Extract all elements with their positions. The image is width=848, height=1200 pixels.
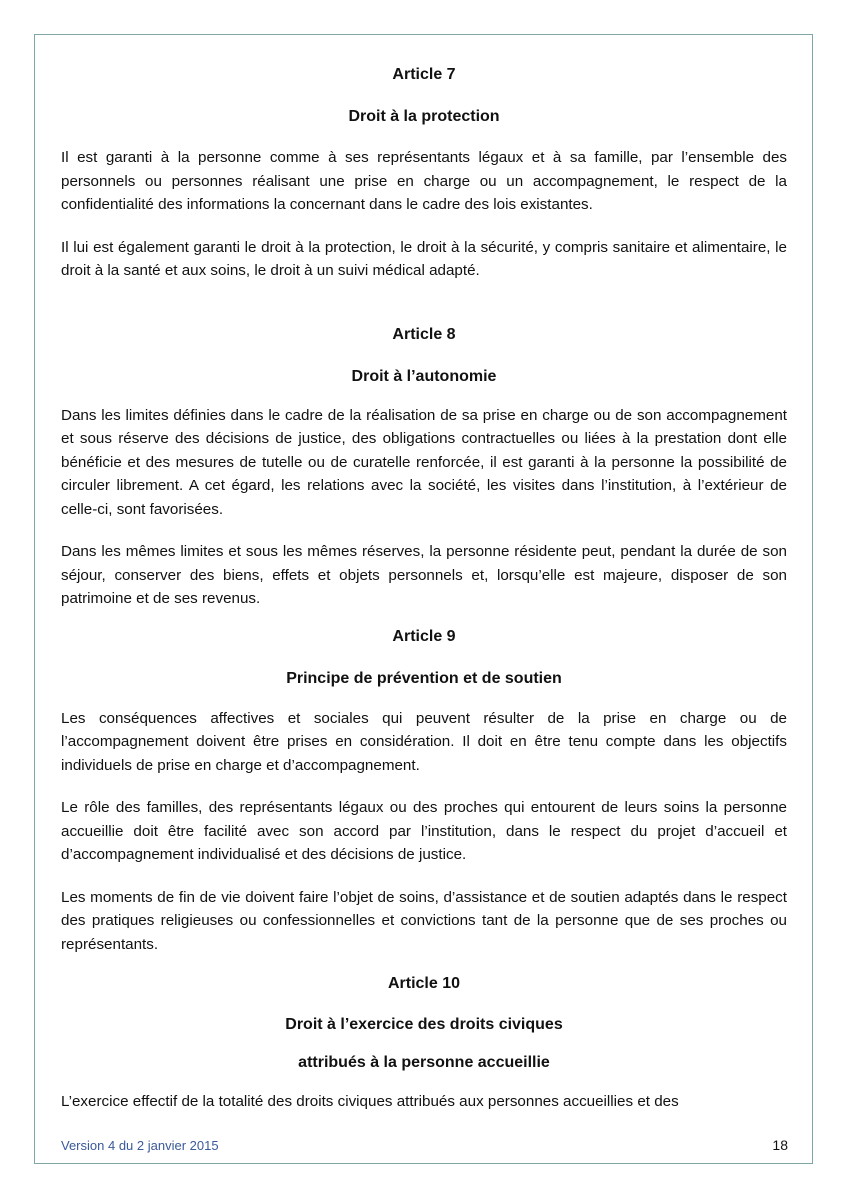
footer-version: Version 4 du 2 janvier 2015	[61, 1138, 219, 1153]
article-10-title: Droit à l’exercice des droits civiques	[285, 1016, 563, 1033]
document-body	[61, 63, 787, 1114]
article-9-paragraph-1: Les conséquences affectives et sociales qui peuvent résulter de la prise en charge ou de l’accompagnement doivent être prises en considération. Il doit en être tenu compte dans les objectifs individuels de prise en charge et d’accompagnement.	[61, 709, 787, 774]
page-number: 18	[772, 1137, 788, 1153]
article-8-number: Article 8	[392, 325, 456, 343]
article-7-number: Article 7	[392, 66, 456, 83]
article-7-title: Droit à la protection	[348, 108, 500, 125]
article-8-paragraph-1: Dans les limites définies dans le cadre de la réalisation de sa prise en charge ou de son accompagnement et sous réserve des décisions de justice, des obligations contractuelles ou liées à la prestation dont elle bénéficie et des mesures de tutelle ou de curatelle renforcée, il est garanti à la personne la possibilité de circuler librement. A cet égard, les relations avec la société, les visites dans l’institution, à l’extérieur de celle-ci, sont favorisées.	[61, 406, 787, 518]
article-9-paragraph-3: Les moments de fin de vie doivent faire l’objet de soins, d’assistance et de soutien adaptés dans le respect des pratiques religieuses ou confessionnelles et convictions tant de la personne que de ses proches ou représentants.	[61, 888, 787, 953]
article-7-paragraph-2: Il lui est également garanti le droit à la protection, le droit à la sécurité, y compris sanitaire et alimentaire, le droit à la santé et aux soins, le droit à un suivi médical adapté.	[61, 238, 787, 279]
article-10-paragraph-1: L’exercice effectif de la totalité des droits civiques attribués aux personnes accueillies et des	[61, 1093, 679, 1110]
article-8-paragraph-2: Dans les mêmes limites et sous les mêmes réserves, la personne résidente peut, pendant la durée de son séjour, conserver des biens, effets et objets personnels et, lorsqu’elle est majeure, disposer de son patrimoine et de ses revenus.	[61, 543, 787, 607]
article-9-title: Principe de prévention et de soutien	[286, 669, 562, 687]
article-10-subtitle: attribués à la personne accueillie	[298, 1054, 550, 1071]
page-frame	[34, 34, 813, 1164]
article-10-number: Article 10	[387, 975, 461, 992]
article-8-title: Droit à l’autonomie	[351, 367, 497, 385]
article-9-paragraph-2: Le rôle des familles, des représentants légaux ou des proches qui entourent de leurs soins la personne accueillie doit être facilité avec son accord par l’institution, dans le respect du projet d’accueil et d’accompagnement individualisé et des décisions de justice.	[61, 799, 787, 863]
article-9-number: Article 9	[392, 627, 456, 645]
article-7-paragraph-1: Il est garanti à la personne comme à ses représentants légaux et à sa famille, par l’ensemble des personnels ou personnes réalisant une prise en charge ou un accompagnement, le respect de la confidentialité des informations la concernant dans le cadre des lois existantes.	[61, 149, 787, 213]
